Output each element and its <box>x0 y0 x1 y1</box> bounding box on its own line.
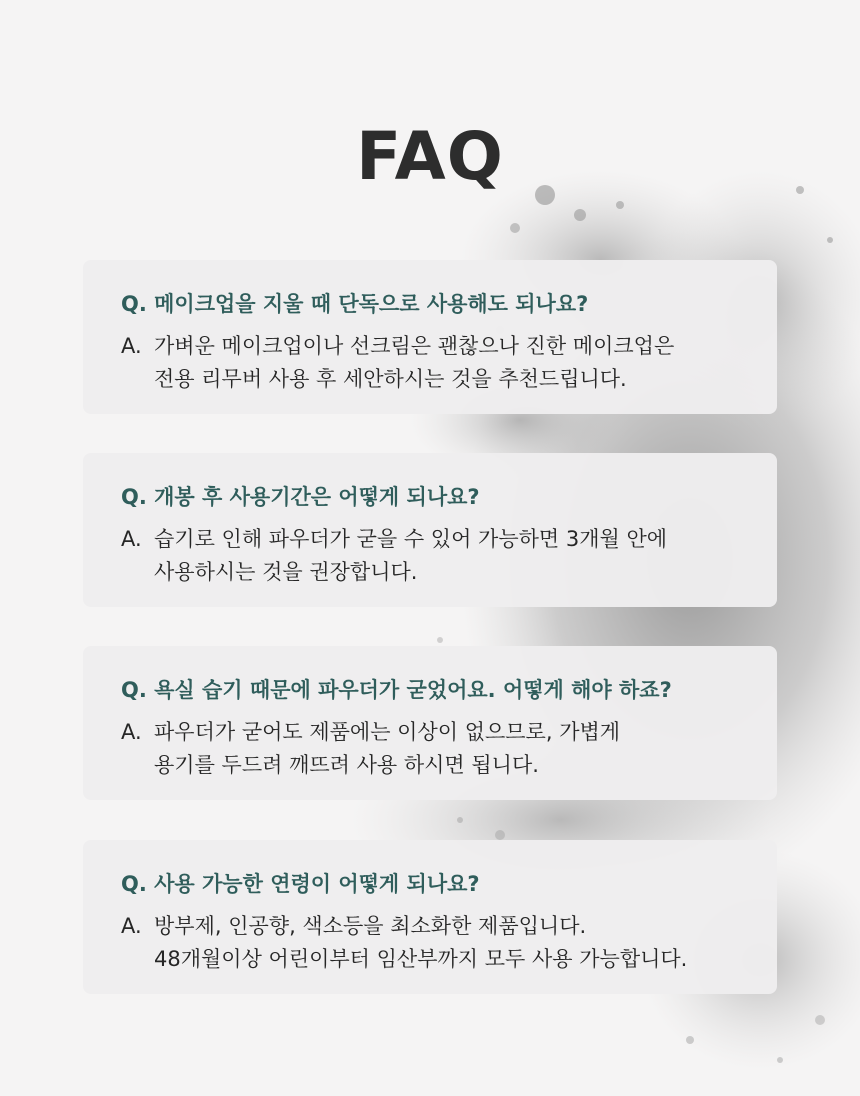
faq-card <box>83 840 777 994</box>
answer-prefix: A. <box>121 334 142 358</box>
answer-line: 사용하시는 것을 권장합니다. <box>154 560 418 584</box>
answer-line: 방부제, 인공향, 색소등을 최소화한 제품입니다. <box>154 914 587 938</box>
faq-question: Q. 개봉 후 사용기간은 어떻게 되나요? <box>121 485 480 509</box>
page-title: FAQ <box>356 118 504 195</box>
faq-answer <box>121 523 667 589</box>
answer-line: 파우더가 굳어도 제품에는 이상이 없으므로, 가볍게 <box>154 720 621 744</box>
answer-prefix: A. <box>121 527 142 551</box>
answer-prefix: A. <box>121 914 142 938</box>
faq-question: Q. 사용 가능한 연령이 어떻게 되나요? <box>121 872 480 896</box>
faq-answer <box>121 330 674 396</box>
answer-line: 습기로 인해 파우더가 굳을 수 있어 가능하면 3개월 안에 <box>154 527 668 551</box>
answer-prefix: A. <box>121 720 142 744</box>
faq-card <box>83 646 777 800</box>
answer-line: 가벼운 메이크업이나 선크림은 괜찮으나 진한 메이크업은 <box>154 334 675 358</box>
faq-answer <box>121 910 687 976</box>
faq-card <box>83 453 777 607</box>
answer-line: 용기를 두드려 깨뜨려 사용 하시면 됩니다. <box>154 753 539 777</box>
answer-line: 전용 리무버 사용 후 세안하시는 것을 추천드립니다. <box>154 367 627 391</box>
answer-line: 48개월이상 어린이부터 임산부까지 모두 사용 가능합니다. <box>154 947 688 971</box>
faq-answer <box>121 716 620 782</box>
faq-question: Q. 메이크업을 지울 때 단독으로 사용해도 되나요? <box>121 292 589 316</box>
faq-card <box>83 260 777 414</box>
faq-question: Q. 욕실 습기 때문에 파우더가 굳었어요. 어떻게 해야 하죠? <box>121 678 672 702</box>
